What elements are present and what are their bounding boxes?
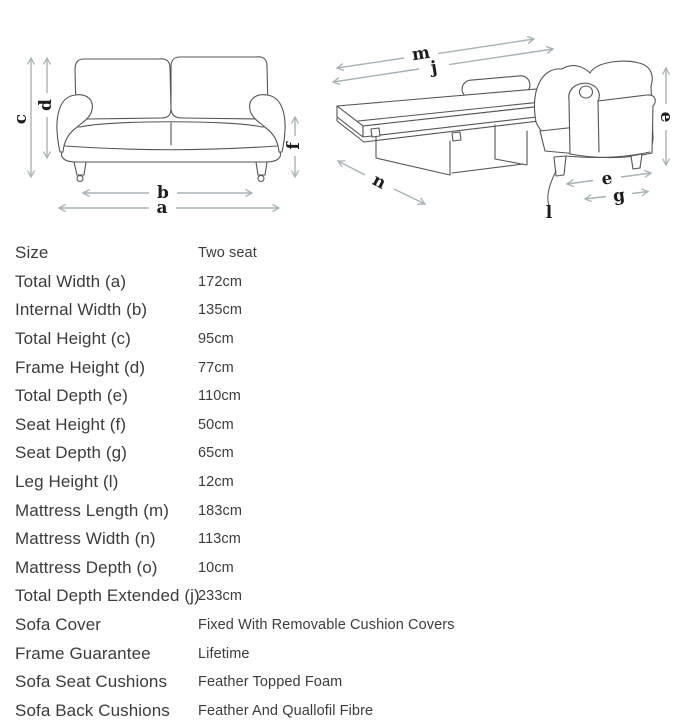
label-bed-height: e (656, 111, 676, 123)
arrow-depth-extended-left (333, 69, 419, 82)
spec-value: 77cm (198, 359, 234, 376)
spec-value: 113cm (198, 531, 241, 548)
label-mattress-width: n (368, 170, 390, 194)
table-row (0, 296, 682, 325)
table-row (0, 496, 682, 525)
label-depth-extended: j (429, 57, 439, 79)
spec-value: 110cm (198, 388, 241, 405)
bed-leg-frame-rear (495, 125, 527, 165)
spec-value: 50cm (198, 416, 234, 433)
sofa-bed-leg-right (631, 154, 642, 169)
table-row (0, 639, 682, 668)
arrow-total-depth-right (621, 173, 651, 177)
spec-value: Fixed With Removable Cushion Covers (198, 617, 455, 634)
table-row (0, 439, 682, 468)
table-row (0, 411, 682, 440)
leg-front-right (256, 162, 267, 175)
spec-value: 135cm (198, 302, 243, 319)
spec-value: 12cm (198, 474, 234, 491)
spec-label: Internal Width (b) (15, 300, 148, 320)
arrow-total-depth-left (567, 181, 593, 185)
spec-label: Sofa Seat Cushions (15, 672, 168, 692)
spec-label: Total Width (a) (15, 271, 127, 291)
spec-label: Total Depth (e) (15, 386, 128, 406)
spec-table (0, 239, 682, 720)
spec-value: 172cm (198, 273, 243, 290)
spec-value: Lifetime (198, 645, 250, 662)
castor-right (258, 176, 264, 182)
spec-label: Total Height (c) (15, 329, 131, 349)
arrow-seat-depth-left (585, 197, 606, 200)
label-total-depth: e (600, 168, 614, 190)
table-row (0, 325, 682, 354)
spec-label: Frame Guarantee (15, 643, 151, 663)
arrow-mattress-width-bottom (394, 189, 425, 204)
spec-label: Mattress Depth (o) (15, 557, 158, 577)
spec-value: Feather And Quallofil Fibre (198, 702, 374, 719)
frame-bracket-left (371, 128, 380, 137)
label-total-height: c (11, 113, 31, 125)
spec-label: Seat Height (f) (15, 414, 127, 434)
spec-value: 233cm (198, 588, 243, 605)
arrow-mattress-width-top (338, 161, 365, 175)
bed-leg-crossbar (452, 164, 523, 173)
table-row (0, 525, 682, 554)
table-row (0, 668, 682, 697)
spec-label: Total Depth Extended (j) (15, 586, 200, 606)
spec-label: Frame Height (d) (15, 357, 146, 377)
table-row (0, 611, 682, 640)
sofa-bed-leg-front (554, 156, 566, 176)
arrow-mattress-length-left (337, 58, 404, 68)
label-internal-width: b (157, 183, 169, 203)
spec-value: 183cm (198, 502, 243, 519)
spec-label: Mattress Length (m) (15, 500, 170, 520)
table-row (0, 268, 682, 297)
dimension-diagram (0, 0, 682, 239)
arm-scroll (580, 86, 593, 98)
spec-label: Leg Height (l) (15, 472, 119, 492)
leg-front-left (74, 162, 86, 175)
castor-left (77, 176, 83, 182)
spec-value: Two seat (198, 245, 257, 262)
table-row (0, 353, 682, 382)
label-seat-height: f (284, 142, 304, 150)
bed-leg-frame-front (376, 131, 450, 175)
table-row (0, 582, 682, 611)
table-row (0, 239, 682, 268)
arrow-mattress-length-right (438, 39, 534, 54)
table-row (0, 554, 682, 583)
frame-bracket-right (452, 132, 461, 141)
spec-label: Sofa Back Cushions (15, 700, 170, 720)
spec-value: Feather Topped Foam (198, 674, 343, 691)
spec-value: 10cm (198, 559, 234, 576)
spec-label: Seat Depth (g) (15, 443, 127, 463)
label-frame-height: d (36, 99, 56, 111)
spec-label: Mattress Width (n) (15, 529, 156, 549)
table-row (0, 382, 682, 411)
spec-label: Sofa Cover (15, 615, 102, 635)
label-mattress-length: m (410, 42, 432, 66)
arrow-seat-depth-right (632, 192, 648, 194)
arrow-depth-extended-right (449, 49, 553, 65)
spec-label: Size (15, 243, 49, 263)
leg-height-leader-line (548, 171, 556, 206)
sofa-front-drawing (57, 57, 285, 182)
spec-value: 95cm (198, 331, 234, 348)
table-row (0, 697, 682, 720)
label-leg-height: l (545, 203, 553, 223)
label-seat-depth: g (611, 185, 627, 207)
table-row (0, 468, 682, 497)
spec-value: 65cm (198, 445, 234, 462)
label-total-width: a (156, 198, 168, 218)
